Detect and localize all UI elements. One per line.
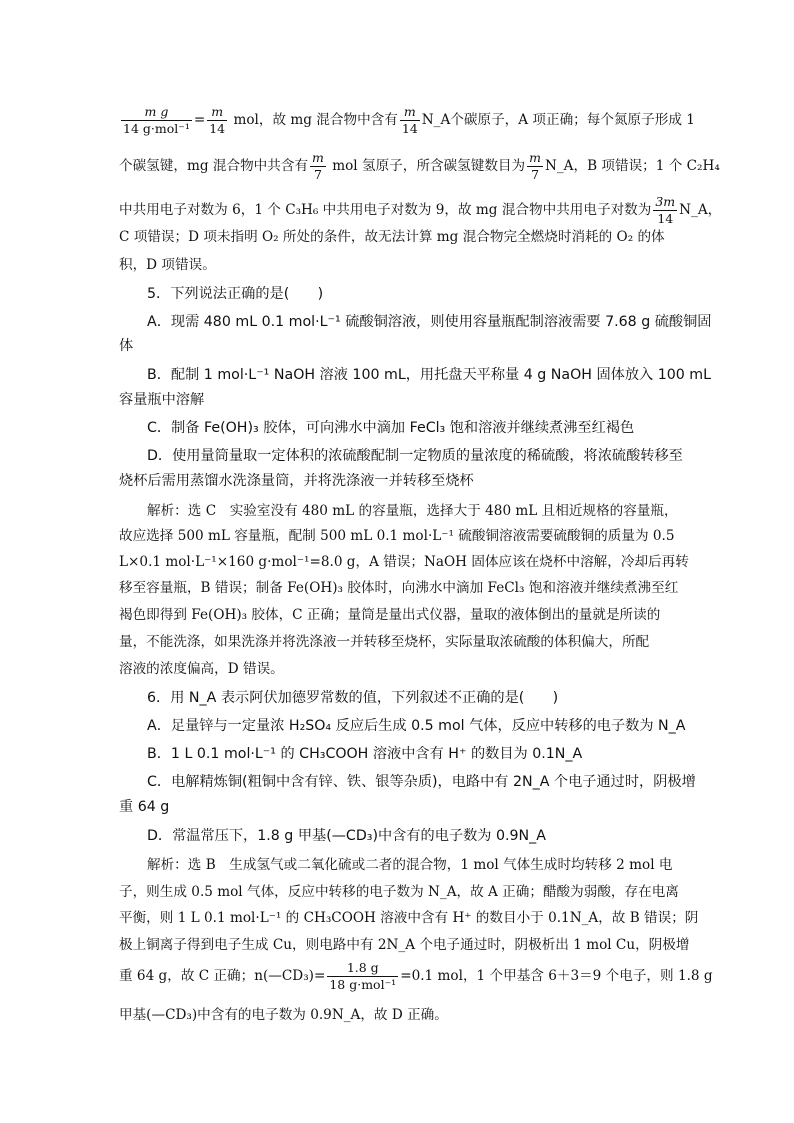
line-2: 个碳氢键，mg 混合物中共含有 $\frac{m}{7}$ mol 氢原子，所含碳氢键数目为 $\frac{m}{7}$ N_A，B 项错误；1 个 C₂H₄: [119, 150, 720, 182]
fraction: $\frac{m}{7}$: [312, 150, 324, 182]
question-6-stem: 6．用 N_A 表示阿伏加德罗常数的值，下列叙述不正确的是( ): [147, 690, 559, 706]
fraction: $\frac{3m}{14}$: [655, 194, 676, 226]
fraction: $\frac{m}{7}$: [529, 150, 541, 182]
fraction: $\frac{m}{14}$: [209, 104, 226, 136]
q5-option-d-cont: 烧杯后需用蒸馏水洗涤量筒，并将洗涤液一并转移至烧杯: [119, 473, 474, 489]
answer-5-line-1: 解析：选 C 实验室没有 480 mL 的容量瓶，选择大于 480 mL 且相近规格的容量瓶，: [147, 503, 678, 519]
q6-option-c-cont: 重 64 g: [119, 799, 170, 815]
q5-option-b-cont: 容量瓶中溶解: [119, 392, 205, 408]
fraction: $\frac{m}{14}$: [401, 104, 418, 136]
line-1: $\frac{\text{m g}}{\text{14 g·mol⁻¹}}$ = $\frac{m}{14}$ mol，故 mg 混合物中含有 $\frac{m}{14}$ N_A个碳原子，A 项正确；每个氮原子形成 1: [123, 104, 695, 136]
q6-option-b: B．1 L 0.1 mol·L⁻¹ 的 CH₃COOH 溶液中含有 H⁺ 的数目为 0.1N_A: [147, 746, 583, 762]
q6-option-a: A．足量锌与一定量浓 H₂SO₄ 反应后生成 0.5 mol 气体，反应中转移的电子数为 N_A: [147, 718, 686, 734]
answer-5-line-7: 溶液的浓度偏高，D 错误。: [119, 661, 284, 677]
q5-option-b: B．配制 1 mol·L⁻¹ NaOH 溶液 100 mL，用托盘天平称量 4 g NaOH 固体放入 100 mL: [147, 367, 712, 383]
answer-6-line-2: 子，则生成 0.5 mol 气体，反应中转移的电子数为 N_A，故 A 正确；醋酸为弱酸，存在电离: [119, 884, 679, 900]
answer-6-line-1: 解析：选 B 生成氢气或二氧化硫或二者的混合物，1 mol 气体生成时均转移 2 mol 电: [147, 857, 673, 873]
q6-option-d: D．常温常压下，1.8 g 甲基(—CD₃)中含有的电子数为 0.9N_A: [147, 828, 546, 844]
answer-6-line-4: 极上铜离子得到电子生成 Cu，则电路中有 2N_A 个电子通过时，阴极析出 1 mol Cu，阴极增: [119, 937, 690, 953]
q5-option-a-cont: 体: [119, 338, 134, 354]
fraction: $\frac{\text{m g}}{\text{14 g·mol⁻¹}}$: [123, 104, 190, 136]
q5-option-d: D．使用量筒量取一定体积的浓硫酸配制一定物质的量浓度的稀硫酸，将浓硫酸转移至: [147, 448, 683, 464]
answer-5-line-4: 移至容量瓶，B 错误；制备 Fe(OH)₃ 胶体时，向沸水中滴加 FeCl₃ 饱和溶液并继续煮沸至红: [119, 580, 679, 596]
q6-option-c: C．电解精炼铜(粗铜中含有锌、铁、银等杂质)，电路中有 2N_A 个电子通过时，阴极增: [147, 774, 696, 790]
answer-6-line-3: 平衡，则 1 L 0.1 mol·L⁻¹ 的 CH₃COOH 溶液中含有 H⁺ 的数目小于 0.1N_A，故 B 错误；阴: [119, 910, 699, 926]
q5-option-c: C．制备 Fe(OH)₃ 胶体，可向沸水中滴加 FeCl₃ 饱和溶液并继续煮沸至红褐色: [147, 420, 635, 436]
answer-6-line-6: 甲基(—CD₃)中含有的电子数为 0.9N_A，故 D 正确。: [119, 1007, 448, 1023]
answer-5-line-5: 褐色即得到 Fe(OH)₃ 胶体，C 正确；量筒是量出式仪器，量取的液体倒出的量就是所读的: [119, 607, 661, 623]
q5-option-a: A．现需 480 mL 0.1 mol·L⁻¹ 硫酸铜溶液，则使用容量瓶配制溶液需要 7.68 g 硫酸铜固: [147, 314, 712, 330]
answer-5-line-6: 量，不能洗涤，如果洗涤并将洗涤液一并转移至烧杯，实际量取浓硫酸的体积偏大，所配: [119, 634, 650, 650]
question-5-stem: 5．下列说法正确的是( ): [147, 286, 324, 302]
line-5: 积，D 项错误。: [119, 257, 216, 273]
answer-5-line-3: L×0.1 mol·L⁻¹×160 g·mol⁻¹=8.0 g，A 错误；NaOH 固体应该在烧杯中溶解，冷却后再转: [119, 554, 689, 570]
line-4: C 项错误；D 项未指明 O₂ 所处的条件，故无法计算 mg 混合物完全燃烧时消耗的 O₂ 的体: [119, 229, 665, 245]
answer-6-line-5: 重 64 g，故 C 正确；n(—CD₃)= $\frac{1.8 g}{\text{18 g·mol⁻¹}}$ =0.1 mol，1 个甲基含 6＋3＝9 个电子，则 1.8 g: [119, 960, 713, 992]
line-3: 中共用电子对数为 6，1 个 C₃H₆ 中共用电子对数为 9，故 mg 混合物中共用电子对数为 $\frac{3m}{14}$ N_A，: [119, 194, 722, 226]
answer-5-line-2: 故应选择 500 mL 容量瓶，配制 500 mL 0.1 mol·L⁻¹ 硫酸铜溶液需要硫酸铜的质量为 0.5: [119, 528, 675, 544]
fraction: $\frac{1.8 g}{\text{18 g·mol⁻¹}}$: [329, 960, 397, 992]
